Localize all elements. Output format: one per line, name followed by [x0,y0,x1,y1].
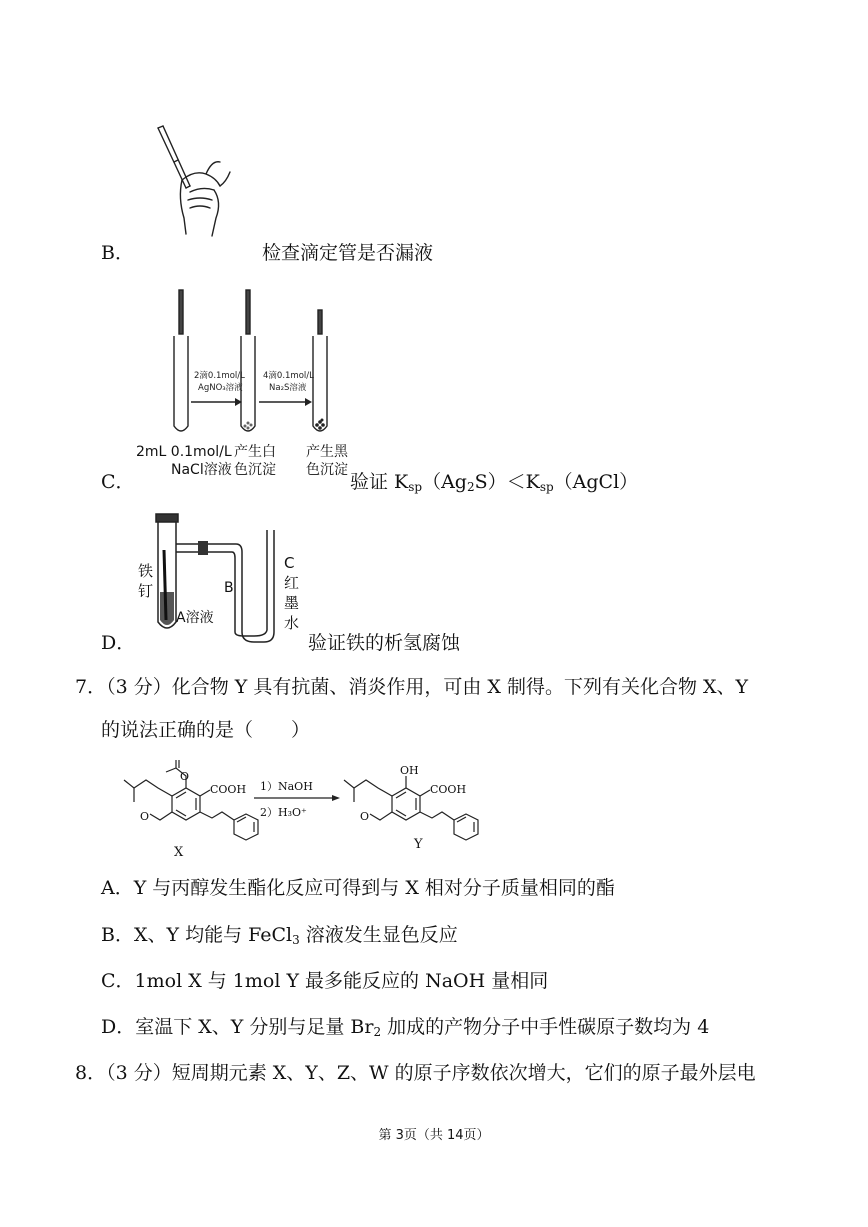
arrow1-line2: AgNO₃溶液 [198,383,243,393]
arrow2-line2: Na₂S溶液 [269,383,307,393]
label-mo: 墨 [284,594,300,612]
reaction-condition-1: 1）NaOH [260,780,313,793]
option-c-letter: C． [101,471,135,493]
y-label: Y [414,837,423,852]
tube1-label2: NaCl溶液 [171,462,232,478]
q8-stem-line1: 8．（3 分）短周期元素 X、Y、Z、W 的原子序数依次增大，它们的原子最外层电 [75,1062,756,1084]
reaction-condition-2: 2）H₃O⁺ [260,806,307,819]
tube3-label1: 产生黑 [306,444,348,460]
label-shui: 水 [284,614,300,632]
q7-option-d: D．室温下 X、Y 分别与足量 $Br_2$ 加成的产物分子中手性碳原子数均为 4 [101,1016,710,1039]
hydrogen-corrosion-apparatus-figure [136,510,306,645]
y-cooh: COOH [430,783,467,796]
option-d-caption: 验证铁的析氢腐蚀 [308,632,461,654]
q7-stem-line1: 7．（3 分）化合物 Y 具有抗菌、消炎作用，可由 X 制得。下列有关化合物 X、Y [75,676,749,698]
label-tie: 铁 [138,562,154,580]
x-cooh: COOH [210,783,247,796]
label-c: C [284,554,295,572]
q7-option-a: A．Y 与丙醇发生酯化反应可得到与 X 相对分子质量相同的酯 [101,877,615,899]
ksp-test-tubes-figure [136,286,366,481]
y-methoxy-o: O [360,810,370,823]
q7-option-b: B．X、Y 均能与 FeCl$_3$ 溶液发生显色反应 [101,924,458,947]
x-label: X [174,845,184,858]
q7-option-c: C．1mol X 与 1mol Y 最多能反应的 NaOH 量相同 [101,970,549,992]
tube1-label1: 2mL 0.1mol/L [136,444,232,460]
x-ester-o: O [180,770,190,783]
reaction-scheme-figure [96,758,516,858]
option-b-letter: B． [101,242,134,264]
option-d-letter: D． [101,632,136,654]
label-b: B [224,580,234,596]
q7-stem-line2: 的说法正确的是（ ） [101,719,311,741]
page-footer: 第 3页（共 14页） [378,1128,490,1143]
option-b-caption: 检查滴定管是否漏液 [262,242,434,264]
option-c-caption: 验证 $K_{sp}(Ag_2S)<K_{sp}(AgCl)$ [350,471,639,494]
label-hong: 红 [284,574,300,592]
y-oh: OH [400,764,419,777]
burette-leak-check-figure [150,122,245,240]
x-methoxy-o: O [140,810,150,823]
arrow2-line1: 4滴0.1mol/L [263,371,314,381]
arrow1-line1: 2滴0.1mol/L [194,371,245,381]
label-a-solution: A溶液 [176,610,214,626]
tube3-label2: 色沉淀 [306,462,348,478]
tube2-label2: 色沉淀 [234,462,276,478]
tube2-label1: 产生白 [234,444,276,460]
label-ding: 钉 [138,582,154,600]
